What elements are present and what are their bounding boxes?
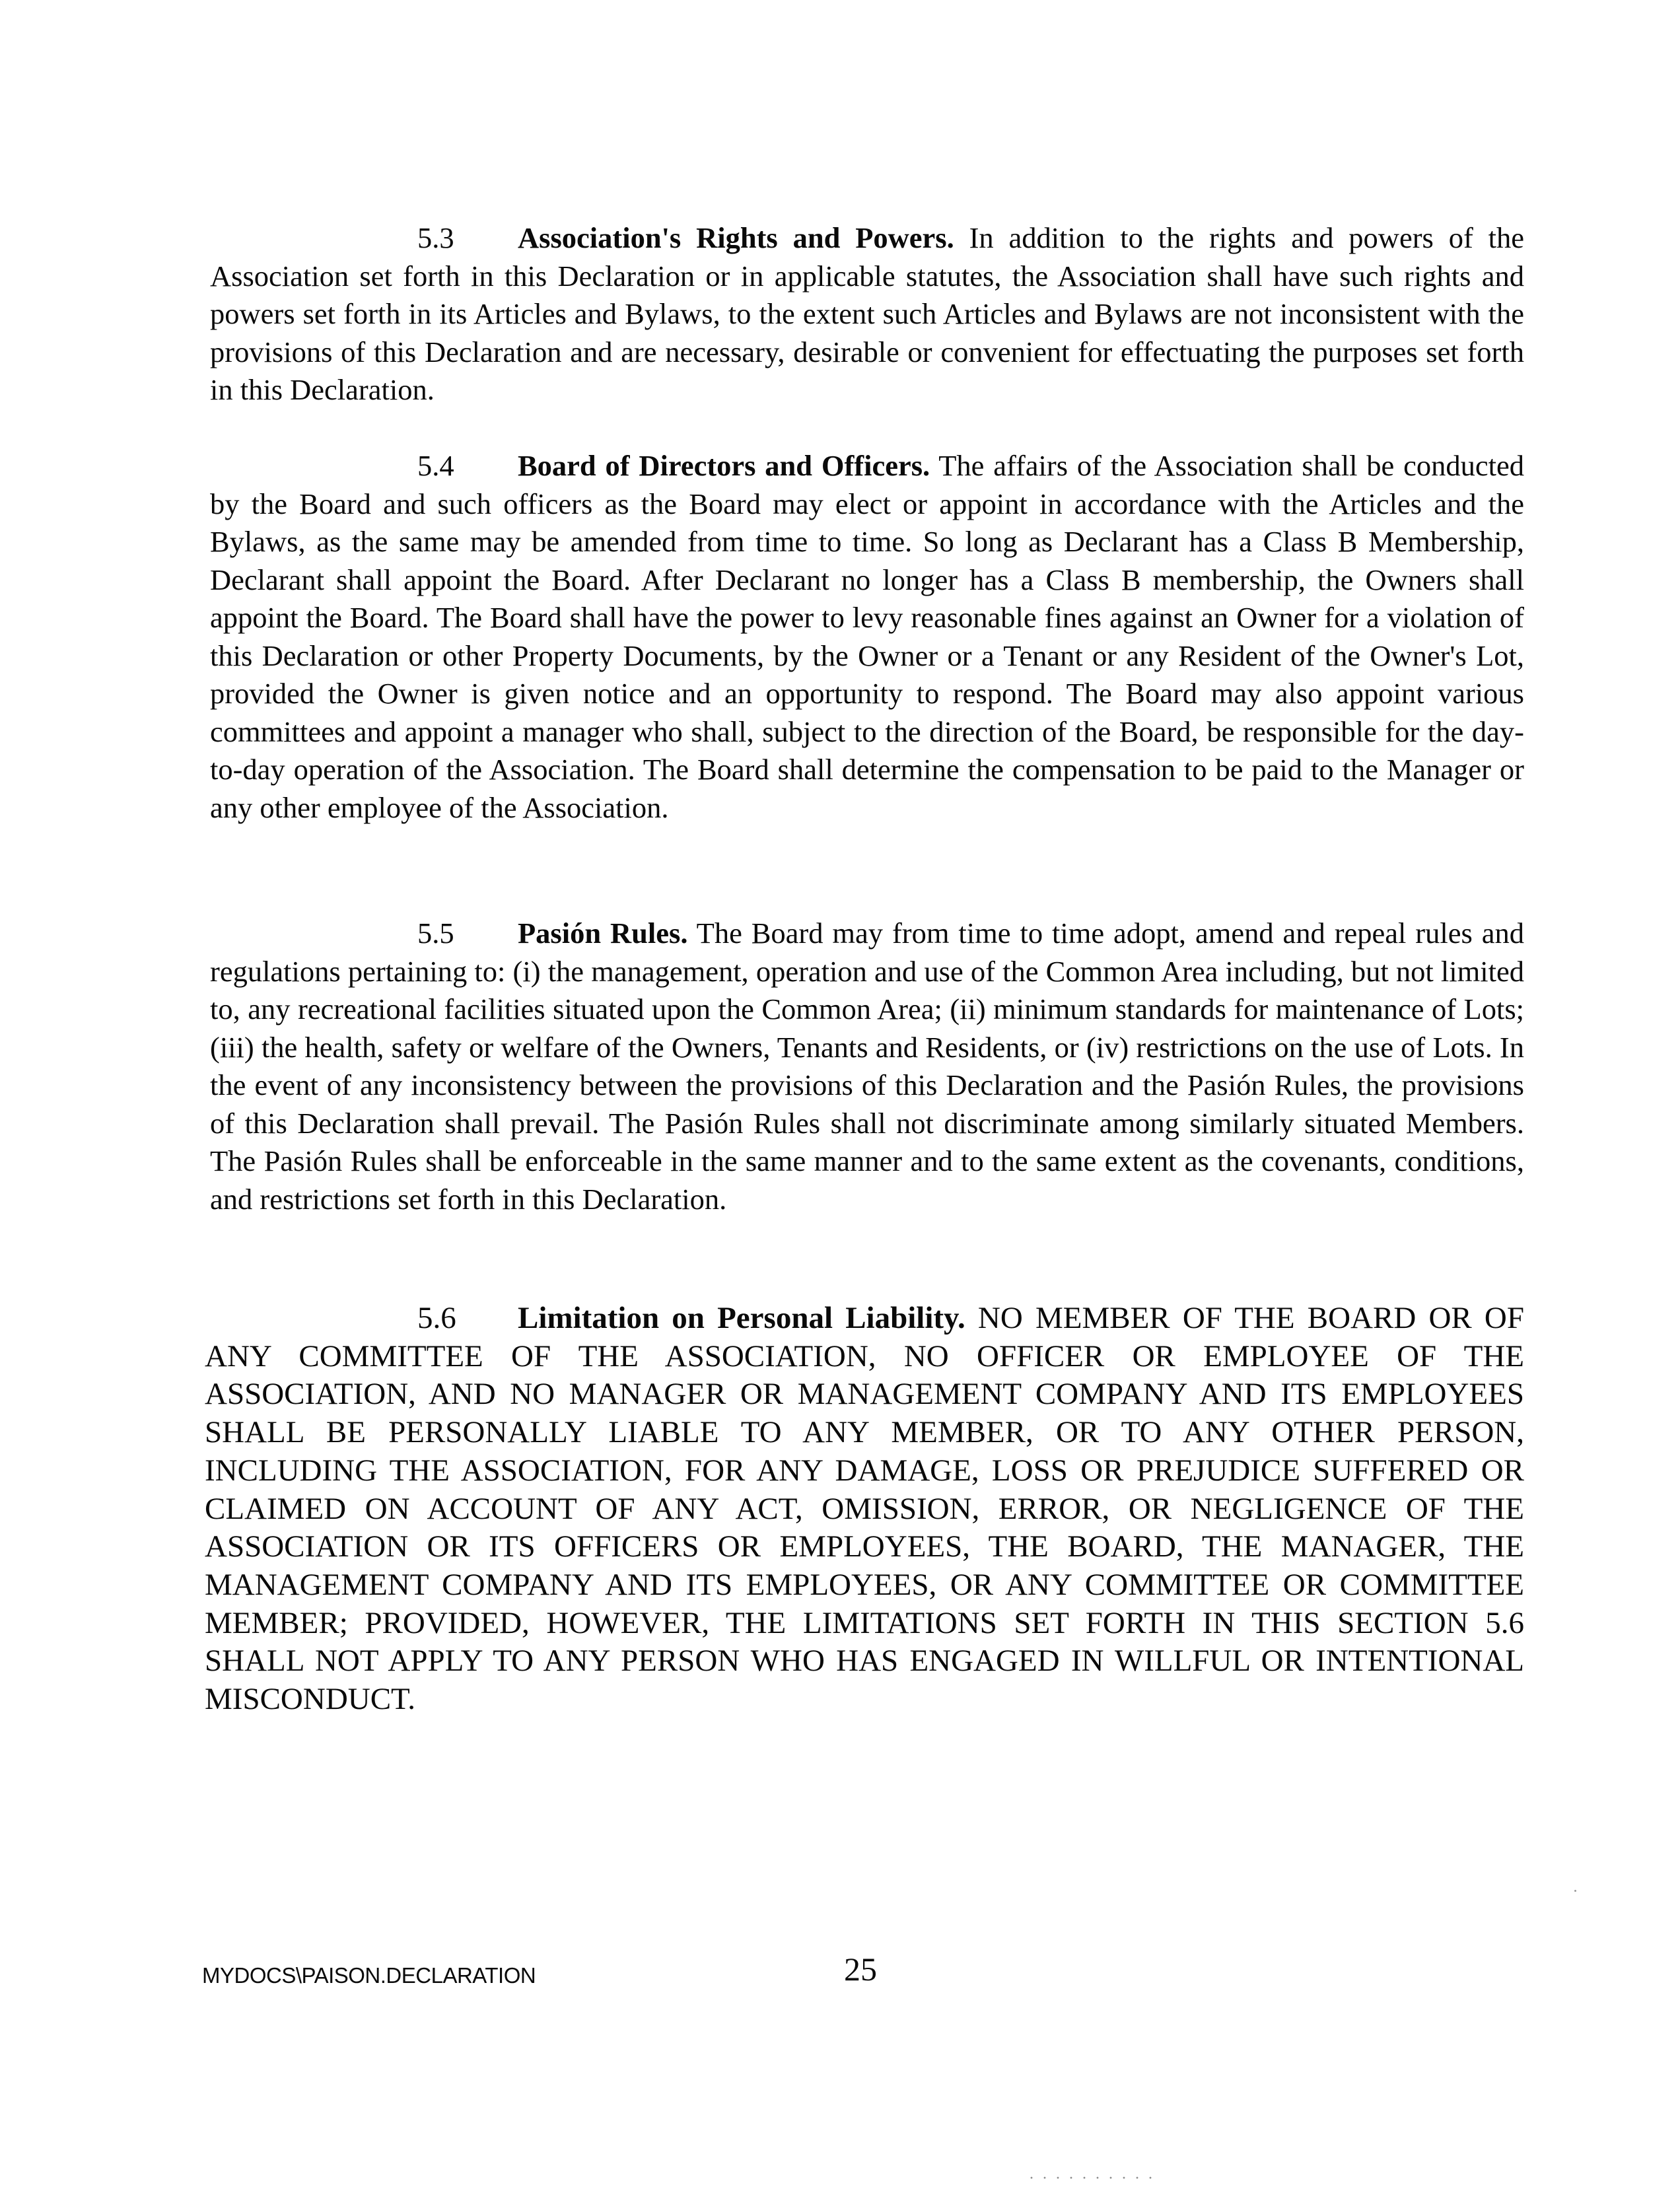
footer-document-path: MYDOCS\PAISON.DECLARATION (202, 1963, 536, 1988)
section-5-5 (210, 915, 1524, 1218)
scan-artifact (1025, 2176, 1157, 2179)
section-5-3 (210, 219, 1524, 409)
section-5-6 (205, 1300, 1524, 1719)
section-body: NO MEMBER OF THE BOARD OR OF ANY COMMITTEE OF THE ASSOCIATION, NO OFFICER OR EMPLOYEE OF THE ASSOCIATION, AND NO MANAGER OR MANAGEMENT COMPANY AND ITS EMPLOYEES SHALL BE PERSONALLY LIABLE TO ANY MEMBER, OR TO ANY OTHER PERSON, INCLUDING THE ASSOCIATION, FOR ANY DAMAGE, LOSS OR PREJUDICE SUFFERED OR CLAIMED ON ACCOUNT OF ANY ACT, OMISSION, ERROR, OR NEGLIGENCE OF THE ASSOCIATION OR ITS OFFICERS OR EMPLOYEES, THE BOARD, THE MANAGER, THE MANAGEMENT COMPANY AND ITS EMPLOYEES, OR ANY COMMITTEE OR COMMITTEE MEMBER; PROVIDED, HOWEVER, THE LIMITATIONS SET FORTH IN THIS SECTION 5.6 SHALL NOT APPLY TO ANY PERSON WHO HAS ENGAGED IN WILLFUL OR INTENTIONAL MISCONDUCT. (205, 1301, 1524, 1717)
section-body: The Board may from time to time adopt, amend and repeal rules and regulations pertaining to: (i) the management, operation and use of the Common Area including, but not limited to, any recreational facilities situated upon the Common Area; (ii) minimum standards for maintenance of Lots; (iii) the health, safety or welfare of the Owners, Tenants and Residents, or (iv) restrictions on the use of Lots. In the event of any inconsistency between the provisions of this Declaration and the Pasión Rules, the provisions of this Declaration shall prevail. The Pasión Rules shall not discriminate among similarly situated Members. The Pasión Rules shall be enforceable in the same manner and to the same extent as the covenants, conditions, and restrictions set forth in this Declaration. (210, 917, 1524, 1216)
section-number: 5.4 (417, 449, 454, 482)
page-number: 25 (844, 1951, 877, 1988)
section-number: 5.3 (417, 221, 454, 254)
section-heading: Limitation on Personal Liability. (518, 1301, 965, 1335)
section-number: 5.6 (417, 1301, 456, 1335)
section-heading: Association's Rights and Powers. (518, 221, 954, 254)
section-5-4 (210, 447, 1524, 827)
section-body: In addition to the rights and powers of the Association set forth in this Declaration or in applicable statutes, the Association shall have such rights and powers set forth in its Articles and Bylaws, to the extent such Articles and Bylaws are not inconsistent with the provisions of this Declaration and are necessary, desirable or convenient for effectuating the purposes set forth in this Declaration. (210, 221, 1524, 406)
section-number: 5.5 (417, 917, 454, 950)
scan-artifact (1574, 1890, 1576, 1892)
section-heading: Board of Directors and Officers. (518, 449, 930, 482)
section-heading: Pasión Rules. (518, 917, 688, 950)
section-body: The affairs of the Association shall be conducted by the Board and such officers as the Board may elect or appoint in accordance with the Articles and the Bylaws, as the same may be amended from time to time. So long as Declarant has a Class B Membership, Declarant shall appoint the Board. After Declarant no longer has a Class B membership, the Owners shall appoint the Board. The Board shall have the power to levy reasonable fines against an Owner for a violation of this Declaration or other Property Documents, by the Owner or a Tenant or any Resident of the Owner's Lot, provided the Owner is given notice and an opportunity to respond. The Board may also appoint various committees and appoint a manager who shall, subject to the direction of the Board, be responsible for the day-to-day operation of the Association. The Board shall determine the compensation to be paid to the Manager or any other employee of the Association. (210, 449, 1524, 824)
